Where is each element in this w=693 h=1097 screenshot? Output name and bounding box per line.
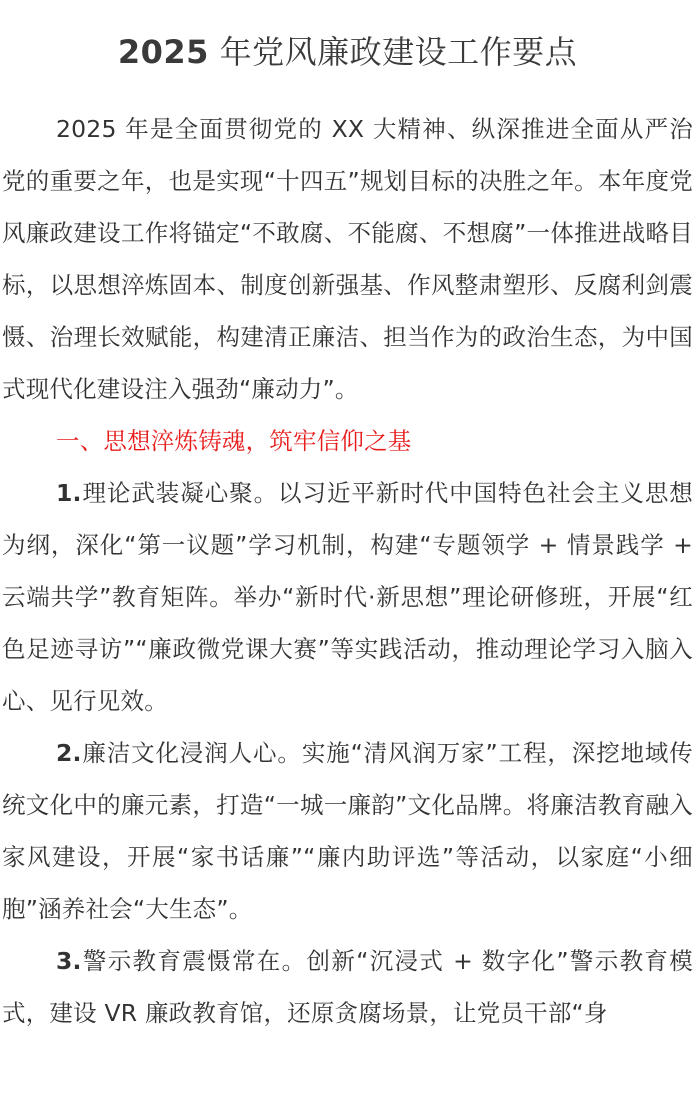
- item-number: 1.: [56, 479, 82, 507]
- title-year: 2025: [117, 33, 209, 71]
- intro-paragraph: 2025 年是全面贯彻党的 XX 大精神、纵深推进全面从严治党的重要之年，也是实现“十四五”规划目标的决胜之年。本年度党风廉政建设工作将锚定“不敢腐、不能腐、不想腐”一体推进战略目标，以思想淬炼固本、制度创新强基、作风整肃塑形、反腐利剑震慑、治理长效赋能，构建清正廉洁、担当作为的政治生态，为中国式现代化建设注入强劲“廉动力”。: [2, 115, 693, 403]
- list-item: [2, 935, 693, 1039]
- item-number: 3.: [56, 947, 82, 975]
- item-text: 警示教育震慑常在。创新“沉浸式 + 数字化”警示教育模式，建设 VR 廉政教育馆，还原贪腐场景，让党员干部“身: [2, 947, 693, 1027]
- list-item: [2, 467, 693, 727]
- document-title: [2, 0, 693, 76]
- title-text: 年党风廉政建设工作要点: [208, 33, 578, 71]
- document-body: [2, 103, 693, 1039]
- item-text: 廉洁文化浸润人心。实施“清风润万家”工程，深挖地域传统文化中的廉元素，打造“一城一廉韵”文化品牌。将廉洁教育融入家风建设，开展“家书话廉”“廉内助评选”等活动，以家庭“小细胞”涵养社会“大生态”。: [2, 739, 693, 923]
- item-number: 2.: [56, 739, 82, 767]
- section-heading: 一、思想淬炼铸魂，筑牢信仰之基: [56, 427, 412, 455]
- item-text: 理论武装凝心聚。以习近平新时代中国特色社会主义思想为纲，深化“第一议题”学习机制，构建“专题领学 + 情景践学 + 云端共学”教育矩阵。举办“新时代·新思想”理论研修班，开展“红色足迹寻访”“廉政微党课大赛”等实践活动，推动理论学习入脑入心、见行见效。: [2, 479, 693, 715]
- list-item: [2, 727, 693, 935]
